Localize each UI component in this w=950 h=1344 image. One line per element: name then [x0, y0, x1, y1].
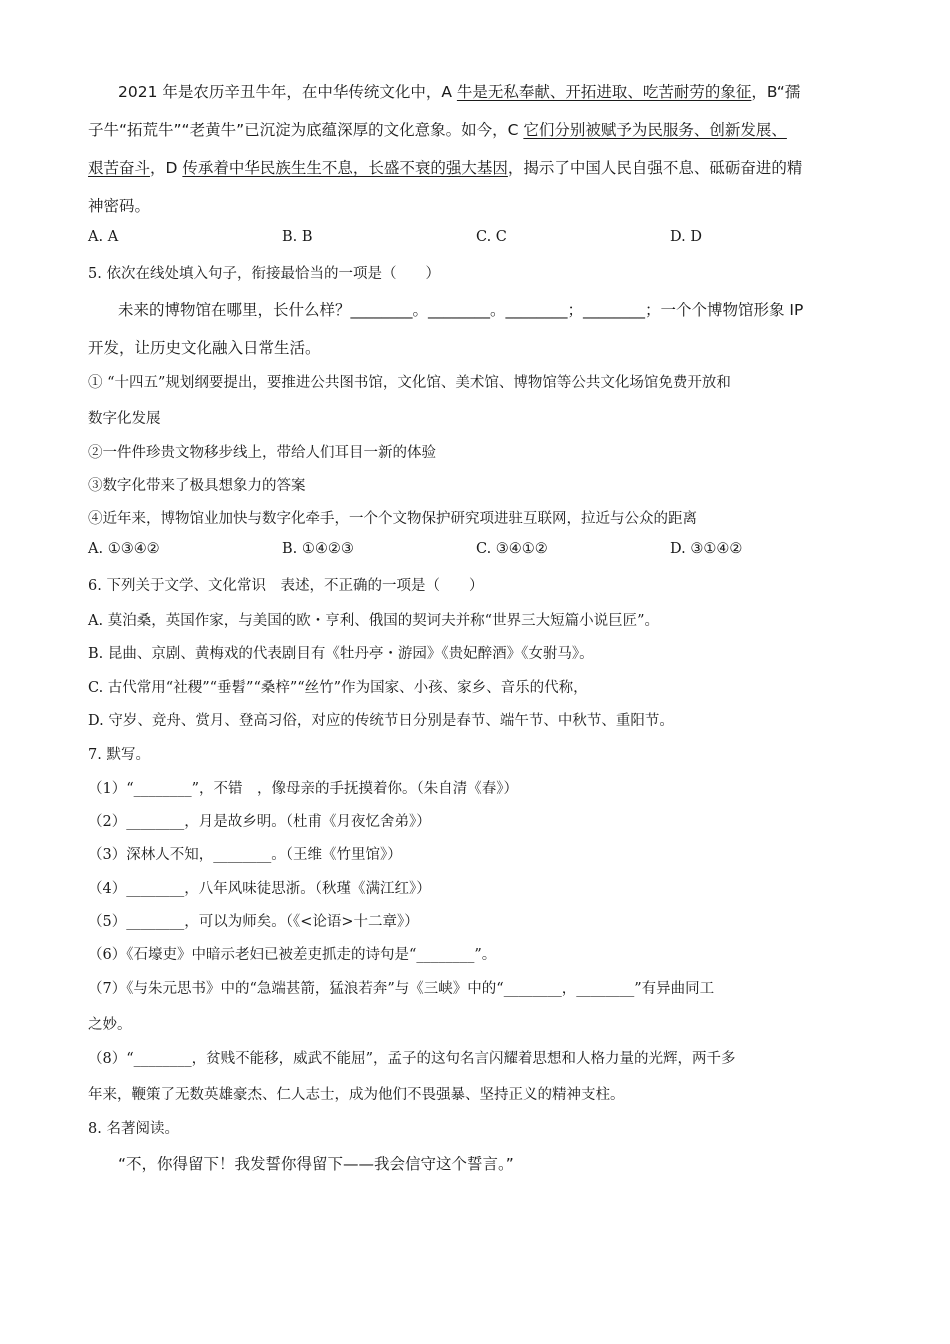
q4-passage-line-2	[88, 118, 787, 140]
q4-option-b[interactable]: B. B	[282, 229, 313, 245]
q6-option-d[interactable]: D. 守岁、竞舟、赏月、登高习俗，对应的传统节日分别是春节、端午节、中秋节、重阳节。	[88, 713, 674, 729]
q7-item-7: （7）《与朱元思书》中的“急端甚箭，猛浪若奔”与《三峡》中的“________，________”有异曲同工	[88, 981, 715, 997]
q7-item-4: （4）________，八年风味徒思浙。（秋瑾《满江红》）	[88, 881, 431, 897]
q4-text: 子牛“拓荒牛”“老黄牛”已沉淀为底蕴深厚的文化意象。如今，C	[88, 121, 524, 139]
q4-passage-line-1	[118, 80, 800, 102]
q4-underlined-c: 它们分别被赋予为民服务、创新发展、	[523, 121, 787, 139]
q5-option-a[interactable]: A. ①③④②	[88, 541, 160, 557]
q6-option-b[interactable]: B. 昆曲、京剧、黄梅戏的代表剧目有《牡丹亭・游园》《贵妃醉酒》《女驸马》。	[88, 646, 594, 662]
q4-underlined-c-cont: 艰苦奋斗	[88, 159, 151, 177]
q7-item-2: （2）________，月是故乡明。（杜甫《月夜忆舍弟》）	[88, 814, 431, 830]
q4-text: ，揭示了中国人民自强不息、砥砺奋进的精	[507, 159, 803, 177]
q4-passage-line-4: 神密码。	[88, 197, 151, 215]
q4-passage-line-3	[88, 156, 802, 178]
q4-underlined-a: 牛是无私奉献、开拓进取、吃苦耐劳的象征	[456, 83, 752, 101]
q6-option-a[interactable]: A. 莫泊桑，英国作家，与美国的欧・亨利、俄国的契诃夫并称“世界三大短篇小说巨匠”。	[88, 613, 660, 629]
q5-option-b[interactable]: B. ①④②③	[282, 541, 354, 557]
q5-sentence-1: ① “十四五”规划纲要提出，要推进公共图书馆，文化馆、美术馆、博物馆等公共文化场馆免费开放和	[88, 375, 731, 391]
q7-item-3: （3）深林人不知，________。（王维《竹里馆》）	[88, 847, 402, 863]
q6-stem: 6. 下列关于文学、文化常识 表述，不正确的一项是（ ）	[88, 578, 484, 594]
q8-quote: “不，你得留下！我发誓你得留下——我会信守这个誓言。”	[118, 1155, 514, 1173]
q7-item-7-cont: 之妙。	[88, 1017, 132, 1033]
q5-passage-line-1: 未来的博物馆在哪里，长什么样？________。________。________；________；一个个博物馆形象 IP	[118, 301, 804, 319]
q4-text: 2021 年是农历辛丑牛年，在中华传统文化中，A	[118, 83, 457, 101]
q5-sentence-2: ②一件件珍贵文物移步线上，带给人们耳目一新的体验	[88, 445, 436, 461]
q5-option-c[interactable]: C. ③④①②	[476, 541, 548, 557]
q4-underlined-d: 传承着中华民族生生不息，长盛不衰的强大基因	[182, 159, 508, 177]
q7-item-1: （1）“________”，不错 ，像母亲的手抚摸着你。（朱自清《春》）	[88, 781, 519, 797]
q7-stem: 7. 默写。	[88, 747, 150, 763]
q7-item-5: （5）________，可以为师矣。（《<论语>十二章》）	[88, 914, 419, 930]
q7-item-8-cont: 年来，鞭策了无数英雄豪杰、仁人志士，成为他们不畏强暴、坚持正义的精神支柱。	[88, 1087, 625, 1103]
q7-item-8: （8）“________，贫贱不能移，威武不能屈”，孟子的这句名言闪耀着思想和人格力量的光辉，两千多	[88, 1051, 736, 1067]
q4-text: ，D	[150, 159, 183, 177]
q5-sentence-4: ④近年来，博物馆业加快与数字化牵手，一个个文物保护研究项进驻互联网，拉近与公众的距离	[88, 511, 697, 527]
q5-sentence-3: ③数字化带来了极具想象力的答案	[88, 478, 306, 494]
q5-stem: 5. 依次在线处填入句子，衔接最恰当的一项是（ ）	[88, 266, 440, 282]
q4-option-c[interactable]: C. C	[476, 229, 507, 245]
q5-sentence-1-cont: 数字化发展	[88, 411, 161, 427]
q7-item-6: （6）《石壕吏》中暗示老妇已被差吏抓走的诗句是“________”。	[88, 947, 497, 963]
q6-option-c[interactable]: C. 古代常用“社稷”“垂髫”“桑梓”“丝竹”作为国家、小孩、家乡、音乐的代称，	[88, 680, 588, 696]
q4-option-a[interactable]: A. A	[88, 229, 119, 245]
q8-stem: 8. 名著阅读。	[88, 1121, 179, 1137]
q5-option-d[interactable]: D. ③①④②	[670, 541, 743, 557]
q5-passage-line-2: 开发，让历史文化融入日常生活。	[88, 339, 321, 357]
q4-option-d[interactable]: D. D	[670, 229, 702, 245]
q4-text: ，B“孺	[751, 83, 801, 101]
